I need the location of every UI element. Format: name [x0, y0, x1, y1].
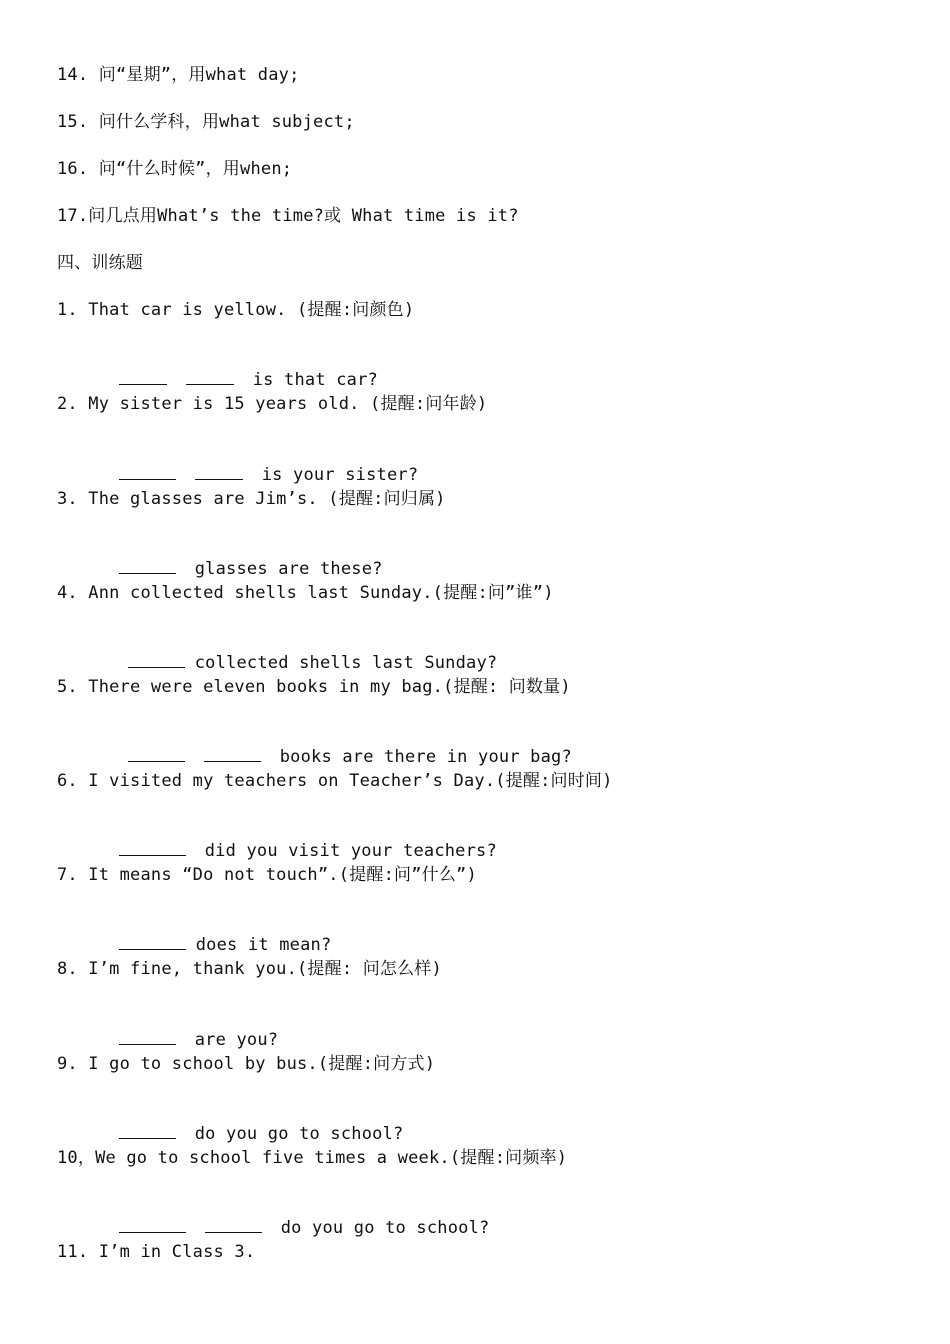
answer-blank[interactable] [119, 933, 186, 950]
answer-tail: glasses are these? [194, 559, 383, 579]
exercise-prompt: 3. The glasses are Jim’s. (提醒:问归属) [57, 489, 446, 509]
rule-line: 15. 问什么学科，用what subject; [57, 112, 355, 132]
answer-blank[interactable] [128, 745, 185, 762]
answer-blank[interactable] [186, 368, 234, 385]
answer-blank[interactable] [205, 1216, 262, 1233]
answer-tail: is your sister? [261, 465, 419, 485]
exercise-prompt: 5. There were eleven books in my bag.(提醒: 问数量) [57, 677, 571, 697]
answer-tail: collected shells last Sunday? [194, 653, 498, 673]
exercise-prompt: 10，We go to school five times a week.(提醒:问频率) [57, 1148, 568, 1168]
exercise-prompt: 9. I go to school by bus.(提醒:问方式) [57, 1054, 436, 1074]
exercise-prompt: 2. My sister is 15 years old. (提醒:问年龄) [57, 394, 488, 414]
answer-tail: are you? [194, 1030, 279, 1050]
answer-blank[interactable] [119, 368, 167, 385]
answer-blank[interactable] [119, 1028, 176, 1045]
answer-tail: is that car? [252, 370, 378, 390]
exercise-prompt: 8. I’m fine, thank you.(提醒: 问怎么样) [57, 959, 442, 979]
exercise-prompt: 4. Ann collected shells last Sunday.(提醒:问”谁”) [57, 583, 554, 603]
answer-blank[interactable] [119, 1216, 186, 1233]
answer-tail: do you go to school? [280, 1218, 490, 1238]
rule-line: 14. 问“星期”，用what day; [57, 65, 300, 85]
exercise-prompt: 6. I visited my teachers on Teacher’s Day.(提醒:问时间) [57, 771, 613, 791]
answer-blank[interactable] [195, 463, 243, 480]
answer-tail: does it mean? [195, 935, 332, 955]
answer-blank[interactable] [119, 463, 176, 480]
rule-line: 16. 问“什么时候”，用when; [57, 159, 293, 179]
exercise-prompt: 11. I’m in Class 3. [57, 1242, 256, 1262]
answer-tail: books are there in your bag? [279, 747, 572, 767]
answer-blank[interactable] [119, 1122, 176, 1139]
exercise-prompt: 7. It means “Do not touch”.(提醒:问”什么”) [57, 865, 477, 885]
answer-blank[interactable] [119, 557, 176, 574]
answer-blank[interactable] [128, 651, 185, 668]
answer-tail: did you visit your teachers? [204, 841, 497, 861]
answer-tail: do you go to school? [194, 1124, 404, 1144]
exercise-prompt: 1. That car is yellow. (提醒:问颜色) [57, 300, 415, 320]
answer-blank[interactable] [204, 745, 261, 762]
section-heading: 四、训练题 [57, 253, 143, 273]
answer-blank[interactable] [119, 839, 186, 856]
rule-line: 17.问几点用What’s the time?或 What time is it? [57, 206, 519, 226]
